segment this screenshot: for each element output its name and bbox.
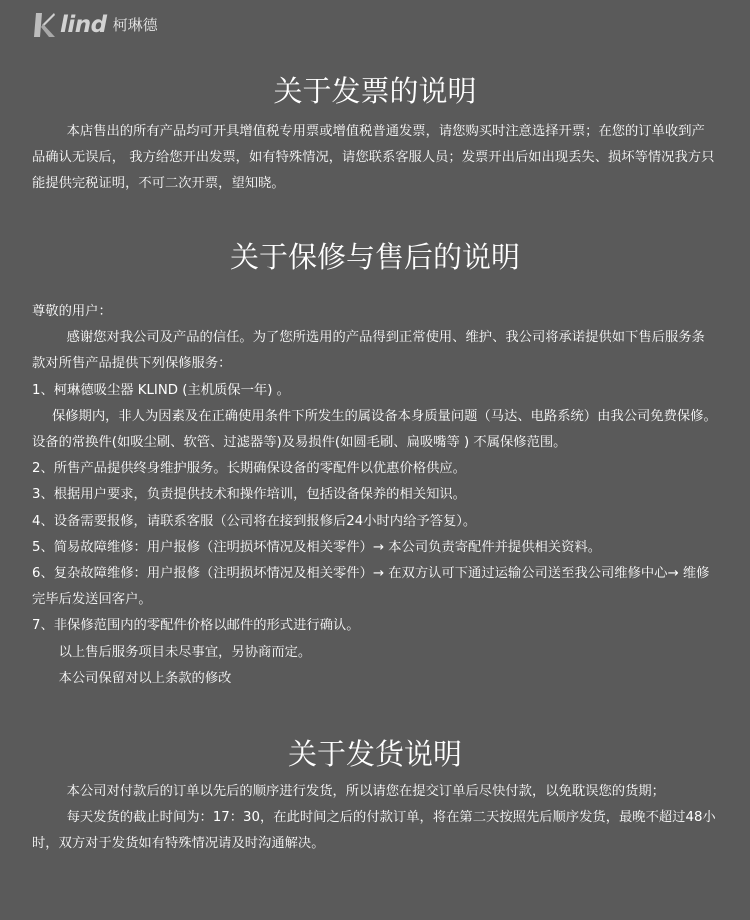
warranty-item-3: 3、根据用户要求，负责提供技术和操作培训，包括设备保养的相关知识。 (32, 487, 466, 503)
warranty-item-1-detail: 保修期内，非人为因素及在正确使用条件下所发生的属设备本身质量问题（马达、电路系统）由我公司免费保修。设备的常换件(如吸尘刷、软管、过滤器等)及易损件(如圆毛刷、扁吸嘴等 ) 不属保修范围。 (32, 408, 717, 451)
warranty-item-5: 5、简易故障维修：用户报修（注明损坏情况及相关零件）→ 本公司负责寄配件并提供相关资料。 (32, 539, 601, 555)
warranty-closing-2: 本公司保留对以上条款的修改 (58, 670, 232, 686)
warranty-greeting: 尊敬的用户： (32, 304, 112, 319)
shipping-title: 关于发货说明 (287, 737, 462, 771)
shipping-section (32, 779, 718, 858)
brand-logo (34, 10, 158, 40)
warranty-item-7: 7、非保修范围内的零配件价格以邮件的形式进行确认。 (32, 618, 360, 634)
warranty-item-1: 1、柯琳德吸尘器 KLIND (主机质保一年) 。 (32, 382, 290, 398)
warranty-item-6: 6、复杂故障维修：用户报修（注明损坏情况及相关零件）→ 在双方认可下通过运输公司送至我公司维修中心→ 维修完毕后发送回客户。 (32, 566, 710, 608)
warranty-item-2: 2、所售产品提供终身维护服务。长期确保设备的零配件以优惠价格供应。 (32, 461, 466, 477)
brand-chinese-name: 柯琳德 (112, 16, 158, 34)
invoice-body: 本店售出的所有产品均可开具增值税专用票或增值税普通发票，请您购买时注意选择开票；在您的订单收到产品确认无误后， 我方给您开出发票，如有特殊情况，请您联系客服人员；发票开出后如出现丢失、损坏等情况我方只能提供完税证明，不可二次开票，望知晓。 (32, 124, 715, 192)
invoice-title: 关于发票的说明 (273, 74, 477, 108)
klind-logo-icon (34, 11, 56, 39)
shipping-para-1: 本公司对付款后的订单以先后的顺序进行发货，所以请您在提交订单后尽快付款，以免耽误您的货期； (66, 784, 665, 799)
brand-wordmark: lind (60, 12, 107, 38)
warranty-title: 关于保修与售后的说明 (229, 240, 520, 274)
warranty-item-4: 4、设备需要报修，请联系客服（公司将在接到报修后24小时内给予答复）。 (32, 513, 477, 529)
warranty-section (32, 299, 718, 692)
warranty-closing-1: 以上售后服务项目未尽事宜，另协商而定。 (58, 644, 312, 660)
warranty-intro: 感谢您对我公司及产品的信任。为了您所选用的产品得到正常使用、维护、我公司将承诺提供如下售后服务条款对所售产品提供下列保修服务： (32, 330, 705, 372)
shipping-para-2: 每天发货的截止时间为：17：30，在此时间之后的付款订单，将在第二天按照先后顺序发货，最晚不超过48小时，双方对于发货如有特殊情况请及时沟通解决。 (32, 810, 716, 852)
invoice-section (32, 119, 718, 198)
